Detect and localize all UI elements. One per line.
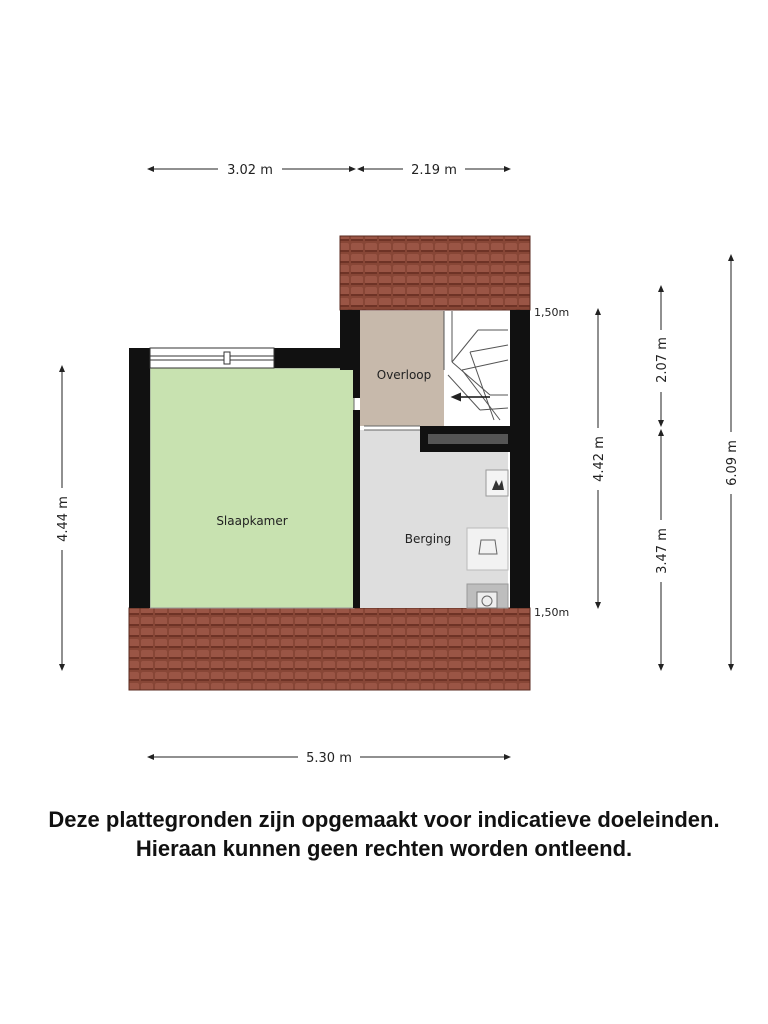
staircase xyxy=(444,311,510,426)
svg-text:6.09 m: 6.09 m xyxy=(725,440,740,486)
roof-height-lower: 1,50m xyxy=(534,606,570,619)
dimension-left xyxy=(56,368,71,668)
svg-text:3.47 m: 3.47 m xyxy=(655,528,670,574)
laundry-icon xyxy=(467,528,508,570)
roof-height-upper: 1,50m xyxy=(534,306,570,319)
label-slaapkamer: Slaapkamer xyxy=(216,514,288,528)
washing-machine-icon xyxy=(467,584,508,608)
svg-text:4.44 m: 4.44 m xyxy=(56,496,71,542)
svg-text:2.07 m: 2.07 m xyxy=(655,337,670,383)
label-overloop: Overloop xyxy=(376,368,432,382)
dimension-top-right xyxy=(360,163,508,178)
dimension-right-lower xyxy=(655,432,670,668)
roof-bottom xyxy=(129,608,530,690)
dimension-bottom xyxy=(150,751,508,766)
disclaimer xyxy=(0,805,768,863)
room-slaapkamer xyxy=(150,368,354,608)
disclaimer-line-2: Hieraan kunnen geen rechten worden ontleend. xyxy=(135,836,633,861)
svg-text:2.19 m: 2.19 m xyxy=(411,163,457,178)
dimension-right-inner xyxy=(592,311,607,606)
window xyxy=(150,348,274,368)
svg-text:3.02 m: 3.02 m xyxy=(227,163,273,178)
disclaimer-line-1: Deze plattegronden zijn opgemaakt voor indicatieve doeleinden. xyxy=(48,807,720,832)
dimension-right-total xyxy=(725,257,740,668)
svg-text:5.30 m: 5.30 m xyxy=(306,751,352,766)
dimension-top-left xyxy=(150,163,353,178)
boiler-icon xyxy=(486,470,508,496)
room-berging xyxy=(360,430,508,608)
svg-text:4.42 m: 4.42 m xyxy=(592,436,607,482)
roof-top xyxy=(340,236,530,310)
label-berging: Berging xyxy=(404,532,452,546)
dimension-right-upper xyxy=(655,288,670,424)
